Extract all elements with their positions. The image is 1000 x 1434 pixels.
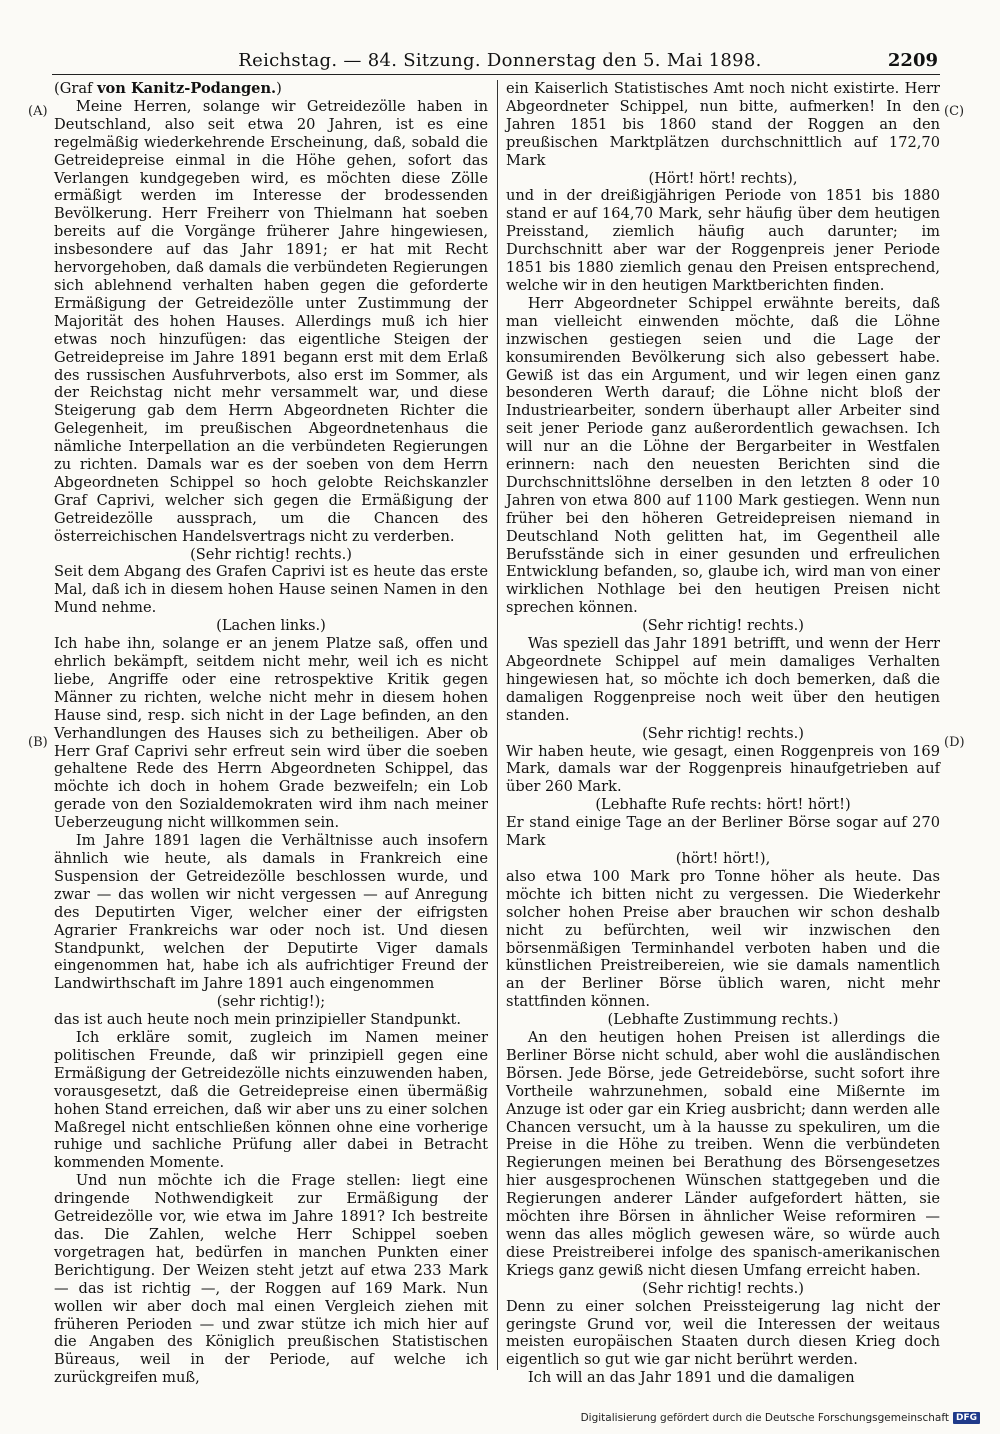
paragraph: und in der dreißigjährigen Periode von 1851 bis 1880 stand er auf 164,70 Mark, sehr häufig über dem heutigen Preisstand, ziemlich häufig auch darunter; im Durchschnitt aber war der Roggenpreis jener Periode 1851 bis 1880 ziemlich genau den Preisen entsprechend, welche wir in den heutigen Marktberichten finden.: [506, 187, 940, 294]
interjection: (Hört! hört! rechts),: [648, 169, 798, 187]
paragraph: Wir haben heute, wie gesagt, einen Roggenpreis von 169 Mark, damals war der Roggenpreis hinaufgetrieben auf über 260 Mark.: [506, 742, 940, 796]
right-column: [506, 80, 940, 1387]
paragraph: also etwa 100 Mark pro Tonne höher als heute. Das möchte ich bitten nicht zu vergessen. Die Wiederkehr solcher hohen Preise aber brauchen wir schon deshalb nicht zu befürchten, weil wir inzwischen den börsenmäßigen Terminhandel verboten haben und die künstlichen Preistreibereien, wie sie damals namentlich an der Berliner Börse üblich waren, nicht mehr stattfinden können.: [506, 867, 940, 1011]
margin-letter-d: (D): [944, 735, 965, 750]
header-rule: [52, 74, 940, 75]
running-head: Reichstag. — 84. Sitzung. Donnerstag den 5. Mai 1898.: [238, 50, 762, 71]
paragraph: das ist auch heute noch mein prinzipieller Standpunkt.: [54, 1011, 462, 1029]
interjection: (Sehr richtig! rechts.): [642, 724, 804, 742]
paragraph: Und nun möchte ich die Frage stellen: liegt eine dringende Nothwendigkeit zur Ermäßigung der Getreidezölle vor, wie etwa im Jahre 1891? Ich bestreite das. Die Zahlen, welche Herr Schippel soeben vorgetragen hat, bedürfen in manchen Punkten einer Berichtigung. Der Weizen steht jetzt auf etwa 233 Mark — das ist richtig —, der Roggen auf 169 Mark. Nun wollen wir aber doch mal einen Vergleich ziehen mit früheren Perioden — und zwar stütze ich mich hier auf die Angaben des Königlich preußischen Statistischen Büreaus, weil in der Periode, auf welche ich zurückgreifen muß,: [54, 1172, 488, 1387]
paragraph: Seit dem Abgang des Grafen Caprivi ist es heute das erste Mal, daß ich in diesem hohen Hause seinen Namen in den Mund nehme.: [54, 563, 488, 617]
paragraph: ein Kaiserlich Statistisches Amt noch nicht existirte. Herr Abgeordneter Schippel, nun bitte, aufmerken! In den Jahren 1851 bis 1860 stand der Roggen an den preußischen Marktplätzen durchschnittlich auf 172,70 Mark: [506, 80, 940, 169]
speaker-label: [54, 80, 488, 98]
digitization-credit: [581, 1412, 980, 1424]
paragraph: Ich will an das Jahr 1891 und die damaligen: [527, 1369, 855, 1387]
dfg-logo: DFG: [953, 1412, 980, 1424]
margin-letter-a: (A): [28, 104, 48, 119]
page-number: 2209: [887, 50, 938, 71]
speaker-open: (Graf: [54, 80, 98, 97]
interjection: (Lebhafte Rufe rechts: hört! hört!): [595, 796, 851, 814]
interjection: (sehr richtig!);: [216, 993, 326, 1011]
paragraph: An den heutigen hohen Preisen ist allerdings die Berliner Börse nicht schuld, aber wohl die ausländischen Börsen. Jede Börse, jede Getreidebörse, sucht sofort ihre Vortheile wahrzunehmen, sobald eine Mißernte im Anzuge ist oder gar ein Krieg ausbricht; dann werden alle Chancen versucht, um à la hausse zu spekuliren, um die Preise in die Höhe zu treiben. Wenn die verbündeten Regierungen meinen bei Berathung des Börsengesetzes hier ausgesprochenen Wünschen stattgegeben und die Regierungen anderer Länder aufgefordert hätten, sie möchten ihre Börsen in ähnlicher Weise reformiren — wenn das alles möglich gewesen wäre, so würde auch diese Preistreiberei infolge des spanisch-amerikanischen Kriegs ganz gewiß nicht diesen Umfang erreicht haben.: [506, 1029, 940, 1279]
interjection: (Sehr richtig! rechts.): [642, 1279, 804, 1297]
interjection: (Lachen links.): [216, 617, 326, 635]
margin-letter-c: (C): [944, 104, 965, 119]
paragraph: Ich habe ihn, solange er an jenem Platze saß, offen und ehrlich bekämpft, seitdem nicht mehr, weil ich es nicht liebe, Angriffe oder eine retrospektive Kritik gegen Männer zu richten, welche nicht mehr in diesem hohen Hause sind, resp. sich nicht in der Lage befinden, an den Verhandlungen des Hauses sich zu betheiligen. Aber ob Herr Graf Caprivi sehr erfreut sein wird über die soeben gehaltene Rede des Herrn Abgeordneten Schippel, das möchte ich doch in hohem Grade bezweifeln; ein Lob gerade von den Sozialdemokraten wird ihm nach meiner Ueberzeugung nicht willkommen sein.: [54, 635, 488, 832]
page-header: [0, 50, 1000, 76]
interjection: (hört! hört!),: [675, 849, 771, 867]
interjection: (Sehr richtig! rechts.): [642, 617, 804, 635]
interjection: (Sehr richtig! rechts.): [190, 545, 352, 563]
paragraph: Er stand einige Tage an der Berliner Börse sogar auf 270 Mark: [506, 814, 940, 850]
footer-text: Digitalisierung gefördert durch die Deutsche Forschungsgemeinschaft: [580, 1412, 949, 1424]
margin-letter-b: (B): [28, 735, 48, 750]
speaker-name: von Kanitz-Podangen.: [97, 80, 277, 97]
paragraph: Im Jahre 1891 lagen die Verhältnisse auch insofern ähnlich wie heute, als damals in Frankreich eine Suspension der Getreidezölle beschlossen wurde, und zwar — das wollen wir nicht vergessen — auf Anregung des Deputirten Viger, welcher einer der eifrigsten Agrarier Frankreichs war oder noch ist. Und diesen Standpunkt, welchen der Deputirte Viger damals eingenommen hat, habe ich als aufrichtiger Freund der Landwirthschaft im Jahre 1891 auch eingenommen: [54, 832, 488, 993]
speaker-close: ): [276, 80, 282, 97]
paragraph: Ich erkläre somit, zugleich im Namen meiner politischen Freunde, daß wir prinzipiell gegen eine Ermäßigung der Getreidezölle nichts einzuwenden haben, vorausgesetzt, daß die Getreidepreise einen übermäßig hohen Stand erreichen, daß wir aber uns zu einer solchen Maßregel nicht entschließen können ohne eine vorherige ruhige und sachliche Prüfung aller dabei in Betracht kommenden Momente.: [54, 1029, 488, 1172]
interjection: (Lebhafte Zustimmung rechts.): [607, 1011, 839, 1029]
paragraph: Denn zu einer solchen Preissteigerung lag nicht der geringste Grund vor, weil die Interessen der weitaus meisten europäischen Staaten durch diesen Krieg doch eigentlich so gut wie gar nicht berührt werden.: [506, 1297, 940, 1369]
paragraph: Was speziell das Jahr 1891 betrifft, und wenn der Herr Abgeordnete Schippel auf mein damaliges Verhalten hingewiesen hat, so möchte ich doch bemerken, daß die damaligen Roggenpreise noch weit über den heutigen standen.: [506, 635, 940, 724]
column-divider: [497, 80, 498, 1370]
paragraph: Herr Abgeordneter Schippel erwähnte bereits, daß man vielleicht einwenden möchte, daß die Löhne inzwischen gestiegen seien und die Lage der konsumirenden Bevölkerung sich also gebessert habe. Gewiß ist das ein Argument, und wir legen einen ganz besonderen Werth darauf; die Löhne nicht bloß der Industriearbeiter, sondern überhaupt aller Arbeiter sind seit jener Periode ganz außerordentlich gewachsen. Ich will nur an die Löhne der Bergarbeiter in Westfalen erinnern: nach den neuesten Berichten sind die Durchschnittslöhne derselben in den letzten 8 oder 10 Jahren von etwa 800 auf 1100 Mark gestiegen. Wenn nun früher bei den höheren Getreidepreisen niemand in Deutschland Noth gelitten hat, im Gegentheil alle Berufsstände sich in einer gesunden und erfreulichen Entwicklung befanden, so, glaube ich, wird man von einer wirklichen Nothlage bei den heutigen Preisen nicht sprechen können.: [506, 294, 940, 617]
paragraph: Meine Herren, solange wir Getreidezölle haben in Deutschland, also seit etwa 20 Jahren, ist es eine regelmäßig wiederkehrende Erscheinung, daß, sobald die Getreidepreise einmal in die Höhe gehen, sofort das Verlangen kundgegeben wird, es möchten diese Zölle ermäßigt werden im Interesse der brodessenden Bevölkerung. Herr Freiherr von Thielmann hat soeben bereits auf die Vorgänge früherer Jahre hingewiesen, insbesondere auf das Jahr 1891; er hat mit Recht hervorgehoben, daß damals die verbündeten Regierungen sich ablehnend verhalten haben gegen die geforderte Ermäßigung der Getreidezölle unter Zustimmung der Majorität des hohen Hauses. Allerdings muß ich hier etwas noch hinzufügen: das eigentliche Steigen der Getreidepreise im Jahre 1891 begann erst mit dem Erlaß des russischen Ausfuhrverbots, also erst im Sommer, als der Reichstag nicht mehr versammelt war, und diese Steigerung gab dem Herrn Abgeordneten Richter die Gelegenheit, im preußischen Abgeordnetenhaus die nämliche Interpellation an die verbündeten Regierungen zu richten. Damals war es der soeben von dem Herrn Abgeordneten Schippel so hoch gelobte Reichskanzler Graf Caprivi, welcher sich gegen die Ermäßigung der Getreidezölle aussprach, um die Chancen des österreichischen Handelsvertrags nicht zu verderben.: [54, 97, 488, 545]
left-column: [54, 80, 488, 1387]
